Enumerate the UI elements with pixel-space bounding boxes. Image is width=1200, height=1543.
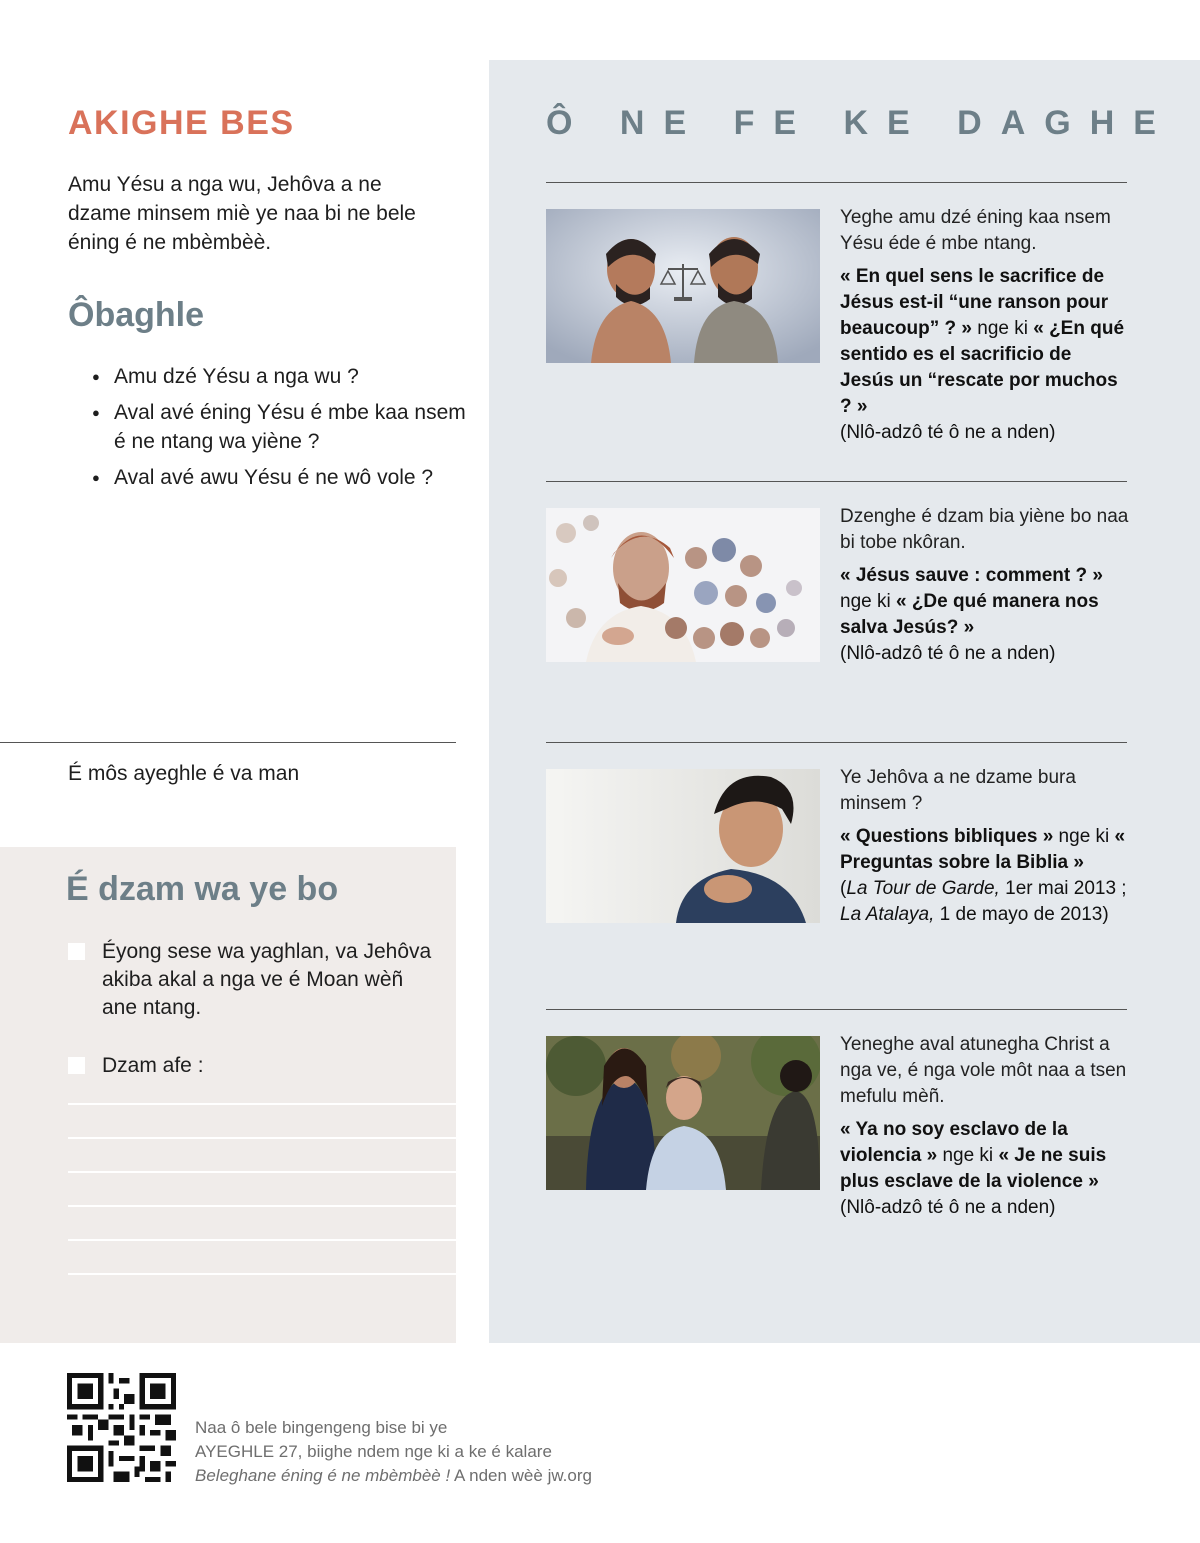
explore-title: Ô NE FE KE DAGHE [546, 104, 1175, 142]
source-note: (La Tour de Garde, 1er mai 2013 ; La Atalaya, 1 de mayo de 2013) [840, 878, 1127, 925]
writing-line [68, 1137, 456, 1139]
divider [0, 742, 456, 743]
article-link[interactable]: « Jésus sauve : comment ? » [840, 565, 1103, 586]
explore-item-source [840, 824, 1130, 928]
explore-item-question: Yeghe amu dzé éning kaa nsem Yésu éde é mbe ntang. [840, 207, 1111, 254]
writing-line [68, 1205, 456, 1207]
source-note: (Nlô-adzô té ô ne a nden) [840, 1197, 1056, 1218]
divider [546, 1009, 1127, 1010]
review-question: ● Aval avé éning Yésu é mbe kaa nsem é ne ntang wa yiène ? [88, 398, 468, 456]
footer-note [195, 1416, 592, 1488]
article-link[interactable]: « ¿De qué manera nos salva Jesús? » [840, 591, 1099, 638]
source-connector: nge ki [1053, 826, 1115, 847]
divider [546, 481, 1127, 482]
explore-item-question: Dzenghe é dzam bia yiène bo naa bi tobe nkôran. [840, 506, 1129, 553]
source-note: (Nlô-adzô té ô ne a nden) [840, 422, 1056, 443]
review-question: ● Aval avé awu Yésu é ne wô vole ? [88, 463, 468, 492]
review-title: Ôbaghle [68, 296, 205, 334]
jesus-crowd-image[interactable] [546, 508, 820, 662]
checkbox[interactable] [68, 1057, 85, 1074]
summary-title: AKIGHE BES [68, 104, 295, 142]
goal-label: É môs ayeghle é va man [68, 762, 300, 785]
footer-line: AYEGHLE 27, biighe ndem nge ki a ke é kalare [195, 1442, 552, 1461]
explore-item-text [840, 205, 1130, 446]
writing-line [68, 1273, 456, 1275]
two-men-scale-image[interactable] [546, 209, 820, 363]
writing-line [68, 1103, 456, 1105]
explore-item-source [840, 264, 1130, 446]
writing-line [68, 1171, 456, 1173]
couple-talking-image[interactable] [546, 1036, 820, 1190]
source-connector: nge ki [971, 318, 1034, 339]
explore-item-text [840, 765, 1130, 928]
footer-line: Naa ô bele bingengeng bise bi ye [195, 1418, 448, 1437]
article-link[interactable]: « Ya no soy esclavo de la violencia » [840, 1119, 1068, 1166]
article-link[interactable]: « Je ne suis plus esclave de la violence » [840, 1145, 1107, 1192]
divider [546, 182, 1127, 183]
explore-item-question: Yeneghe aval atunegha Christ a nga ve, é nga vole môt naa a tsen mefulu mèñ. [840, 1034, 1127, 1107]
qr-code-icon[interactable] [67, 1373, 176, 1482]
try-panel [0, 847, 456, 1343]
try-item [68, 1052, 438, 1082]
writing-line [68, 1239, 456, 1241]
divider [546, 742, 1127, 743]
try-title: É dzam wa ye bo [66, 870, 339, 908]
review-question-list [88, 362, 468, 499]
article-link[interactable]: « ¿En qué sentido es el sacrificio de Jesús un “rescate por muchos ? » [840, 318, 1125, 417]
checkbox[interactable] [68, 943, 85, 960]
article-link[interactable]: « En quel sens le sacrifice de Jésus est-il “une ranson pour beaucoup” ? » [840, 266, 1109, 339]
try-item-text: Éyong sese wa yaghlan, va Jehôva akiba akal a nga ve é Moan wèñ ane ntang. [102, 940, 432, 1019]
explore-item-source [840, 563, 1130, 667]
explore-item-text [840, 1032, 1130, 1221]
man-praying-image[interactable] [546, 769, 820, 923]
footer-italic: Beleghane éning é ne mbèmbèè ! [195, 1466, 451, 1485]
try-item-text: Dzam afe : [102, 1054, 204, 1077]
source-connector: nge ki [937, 1145, 999, 1166]
footer-link[interactable]: A nden wèè jw.org [450, 1466, 592, 1485]
article-link[interactable]: « Preguntas sobre la Biblia » [840, 826, 1126, 873]
source-connector: nge ki [840, 591, 896, 612]
explore-item-source [840, 1117, 1130, 1221]
try-item [68, 938, 438, 1028]
article-link[interactable]: « Questions bibliques » [840, 826, 1054, 847]
source-note: (Nlô-adzô té ô ne a nden) [840, 643, 1056, 664]
footer-line [195, 1464, 592, 1488]
explore-item-text [840, 504, 1130, 667]
explore-item-question: Ye Jehôva a ne dzame bura minsem ? [840, 767, 1076, 814]
review-question: ● Amu dzé Yésu a nga wu ? [88, 362, 468, 391]
summary-text: Amu Yésu a nga wu, Jehôva a ne dzame minsem miè ye naa bi ne bele éning é ne mbèmbèè. [68, 173, 416, 254]
